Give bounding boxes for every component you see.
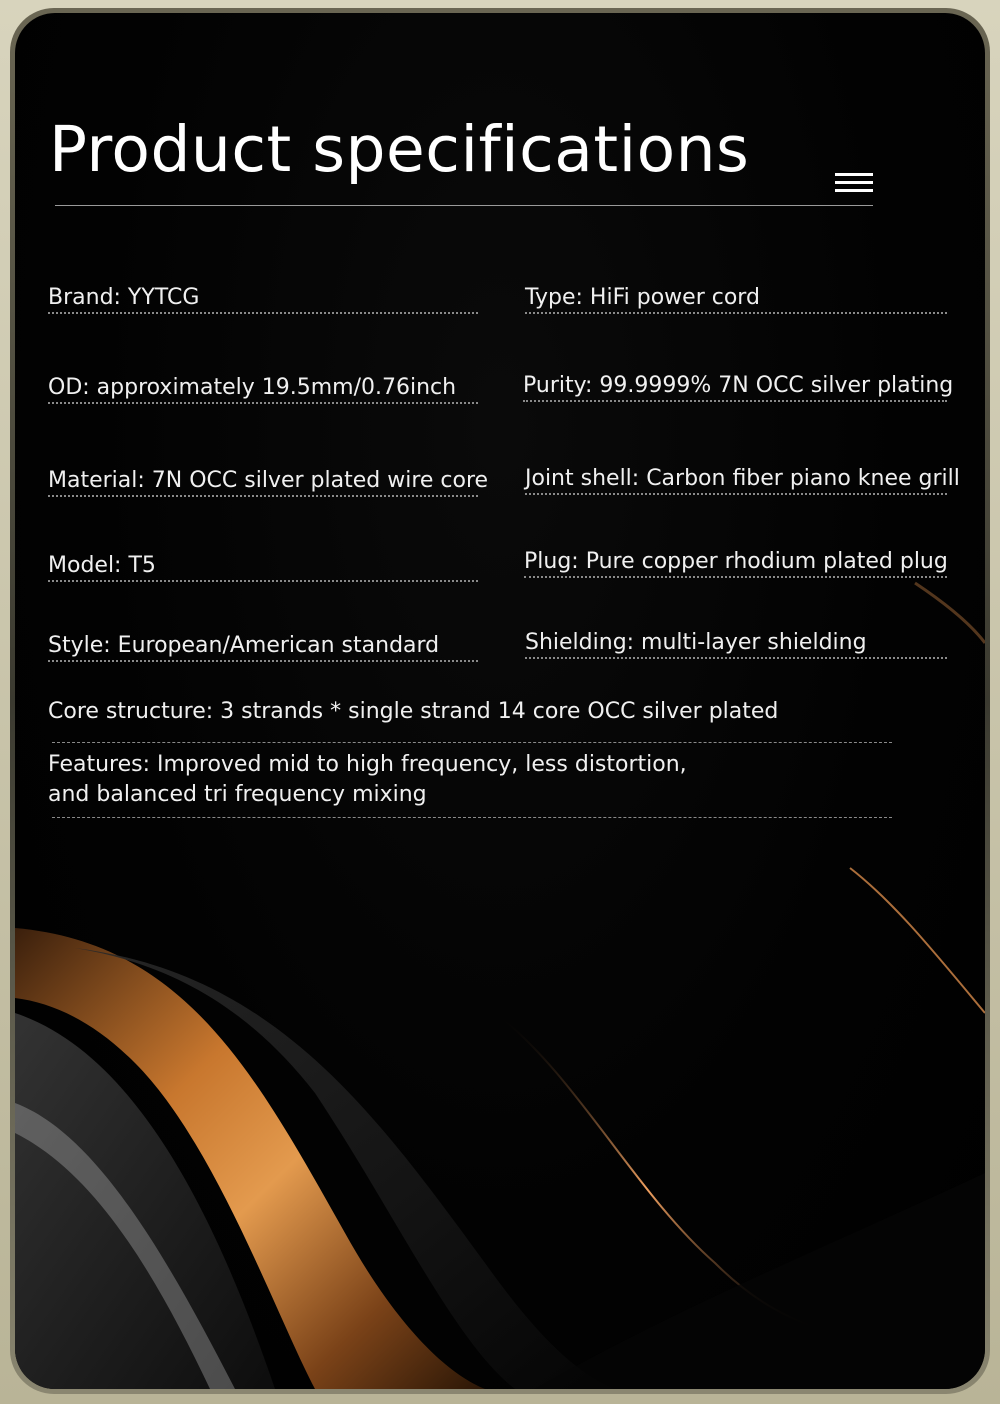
spec-style: [48, 633, 439, 664]
spec-shielding-text: Shielding: multi-layer shielding: [525, 630, 867, 655]
spec-panel: [15, 13, 985, 1389]
page-title: Product specifications: [49, 113, 750, 186]
spec-divider: [525, 312, 947, 316]
spec-divider: [48, 495, 478, 499]
spec-features-line2: and balanced tri frequency mixing: [48, 782, 427, 807]
spec-plug: [524, 549, 948, 580]
spec-plug-text: Plug: Pure copper rhodium plated plug: [524, 549, 948, 574]
spec-divider: [48, 402, 478, 406]
spec-od-text: OD: approximately 19.5mm/0.76inch: [48, 375, 457, 400]
spec-model-text: Model: T5: [48, 553, 156, 578]
spec-joint-shell-text: Joint shell: Carbon fiber piano knee grill: [525, 466, 960, 491]
spec-od: [48, 375, 456, 406]
spec-brand-text: Brand: YYTCG: [48, 285, 200, 310]
spec-divider: [525, 657, 947, 661]
spec-joint-shell: [525, 466, 960, 497]
features-divider: [52, 817, 892, 818]
spec-material: [48, 468, 488, 499]
spec-core-structure: Core structure: 3 strands * single strand 14 core OCC silver plated: [48, 699, 779, 724]
spec-shielding: [525, 630, 867, 661]
spec-purity: [523, 373, 953, 404]
menu-icon: [835, 173, 873, 197]
spec-brand: [48, 285, 199, 316]
spec-divider: [48, 580, 478, 584]
spec-style-text: Style: European/American standard: [48, 633, 440, 658]
title-divider: [55, 205, 873, 206]
spec-divider: [525, 493, 947, 497]
core-structure-divider: [52, 742, 892, 743]
spec-type: [525, 285, 760, 316]
spec-purity-text: Purity: 99.9999% 7N OCC silver plating: [523, 373, 954, 398]
spec-features-line1: Features: Improved mid to high frequency, less distortion,: [48, 752, 687, 777]
spec-divider: [523, 400, 947, 404]
spec-divider: [48, 660, 478, 664]
spec-divider: [48, 312, 478, 316]
spec-material-text: Material: 7N OCC silver plated wire core: [48, 468, 489, 493]
spec-type-text: Type: HiFi power cord: [525, 285, 760, 310]
spec-model: [48, 553, 156, 584]
spec-divider: [524, 576, 947, 580]
